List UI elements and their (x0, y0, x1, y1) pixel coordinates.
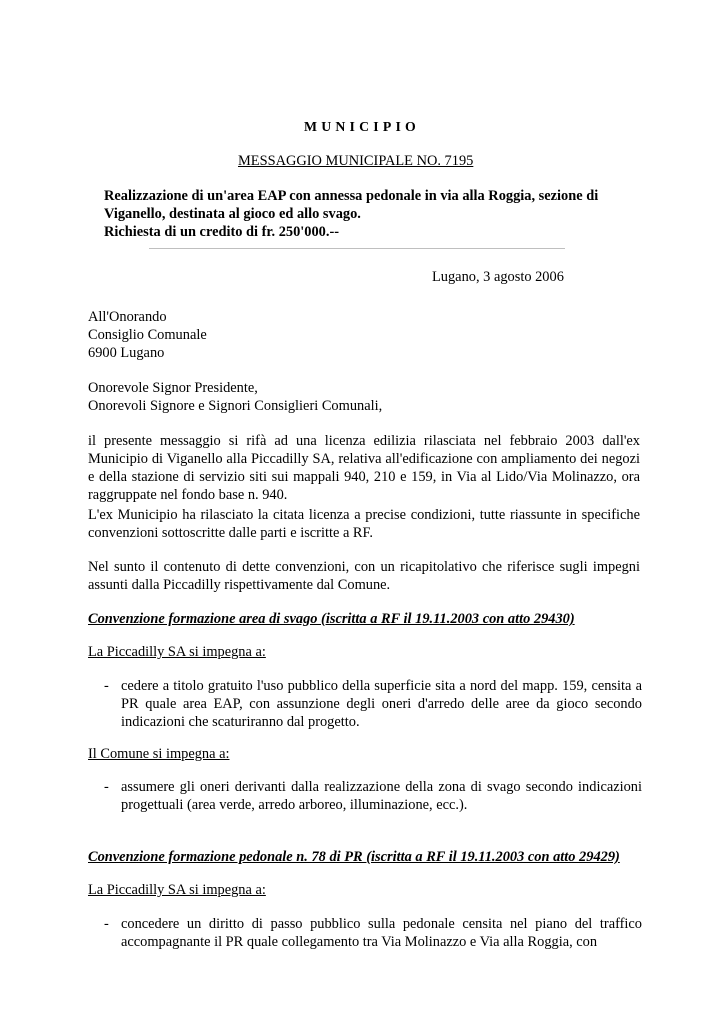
title-separator (149, 248, 565, 249)
paragraph-2: L'ex Municipio ha rilasciato la citata licenza a precise condizioni, tutte riassunte in specifiche convenzioni sottoscritte dalle parti e iscritte a RF. (88, 507, 640, 541)
title-line-2: Viganello, destinata al gioco ed allo svago. (104, 206, 361, 222)
messaggio-number: MESSAGGIO MUNICIPALE NO. 7195 (238, 153, 474, 169)
municipio-heading: MUNICIPIO (304, 119, 420, 134)
section-1-heading: Convenzione formazione area di svago (iscritta a RF il 19.11.2003 con atto 29430) (88, 611, 575, 627)
section-1-comune-item: assumere gli oneri derivanti dalla realizzazione della zona di svago secondo indicazioni progettuali (area verde, arredo arboreo, illuminazione, ecc.). (121, 779, 642, 813)
title-line-1: Realizzazione di un'area EAP con annessa pedonale in via alla Roggia, sezione di (104, 188, 599, 204)
address-line-2: Consiglio Comunale (88, 327, 207, 343)
section-2-heading: Convenzione formazione pedonale n. 78 di PR (iscritta a RF il 19.11.2003 con atto 29429) (88, 849, 620, 865)
paragraph-3: Nel sunto il contenuto di dette convenzioni, con un ricapitolativo che riferisce sugli impegni assunti dalla Piccadilly rispettivamente dal Comune. (88, 559, 640, 593)
salutation-line-2: Onorevoli Signore e Signori Consiglieri Comunali, (88, 398, 383, 414)
list-bullet: - (104, 678, 109, 694)
list-bullet: - (104, 779, 109, 795)
date-line: Lugano, 3 agosto 2006 (432, 269, 564, 285)
section-2-piccadilly-label: La Piccadilly SA si impegna a: (88, 882, 266, 898)
section-1-piccadilly-item: cedere a titolo gratuito l'uso pubblico della superficie sita a nord del mapp. 159, censita a PR quale area EAP, con assunzione degli oneri d'arredo delle aree da gioco secondo indicazioni che scaturiranno dal progetto. (121, 678, 642, 730)
title-line-3: Richiesta di un credito di fr. 250'000.-- (104, 224, 340, 240)
address-line-1: All'Onorando (88, 309, 167, 325)
address-line-3: 6900 Lugano (88, 345, 165, 361)
section-1-piccadilly-label: La Piccadilly SA si impegna a: (88, 644, 266, 660)
list-bullet: - (104, 916, 109, 932)
section-1-comune-label: Il Comune si impegna a: (88, 746, 230, 762)
section-2-piccadilly-item: concedere un diritto di passo pubblico sulla pedonale censita nel piano del traffico accompagnante il PR quale collegamento tra Via Molinazzo e Via alla Roggia, con (121, 916, 642, 950)
paragraph-1: il presente messaggio si rifà ad una licenza edilizia rilasciata nel febbraio 2003 dall'ex Municipio di Viganello alla Piccadilly SA, relativa all'edificazione con ampliamento dei negozi e della stazione di servizio siti sui mappali 940, 210 e 159, in Via al Lido/Via Molinazzo, ora raggruppate nel fondo base n. 940. (88, 433, 640, 503)
salutation-line-1: Onorevole Signor Presidente, (88, 380, 258, 396)
